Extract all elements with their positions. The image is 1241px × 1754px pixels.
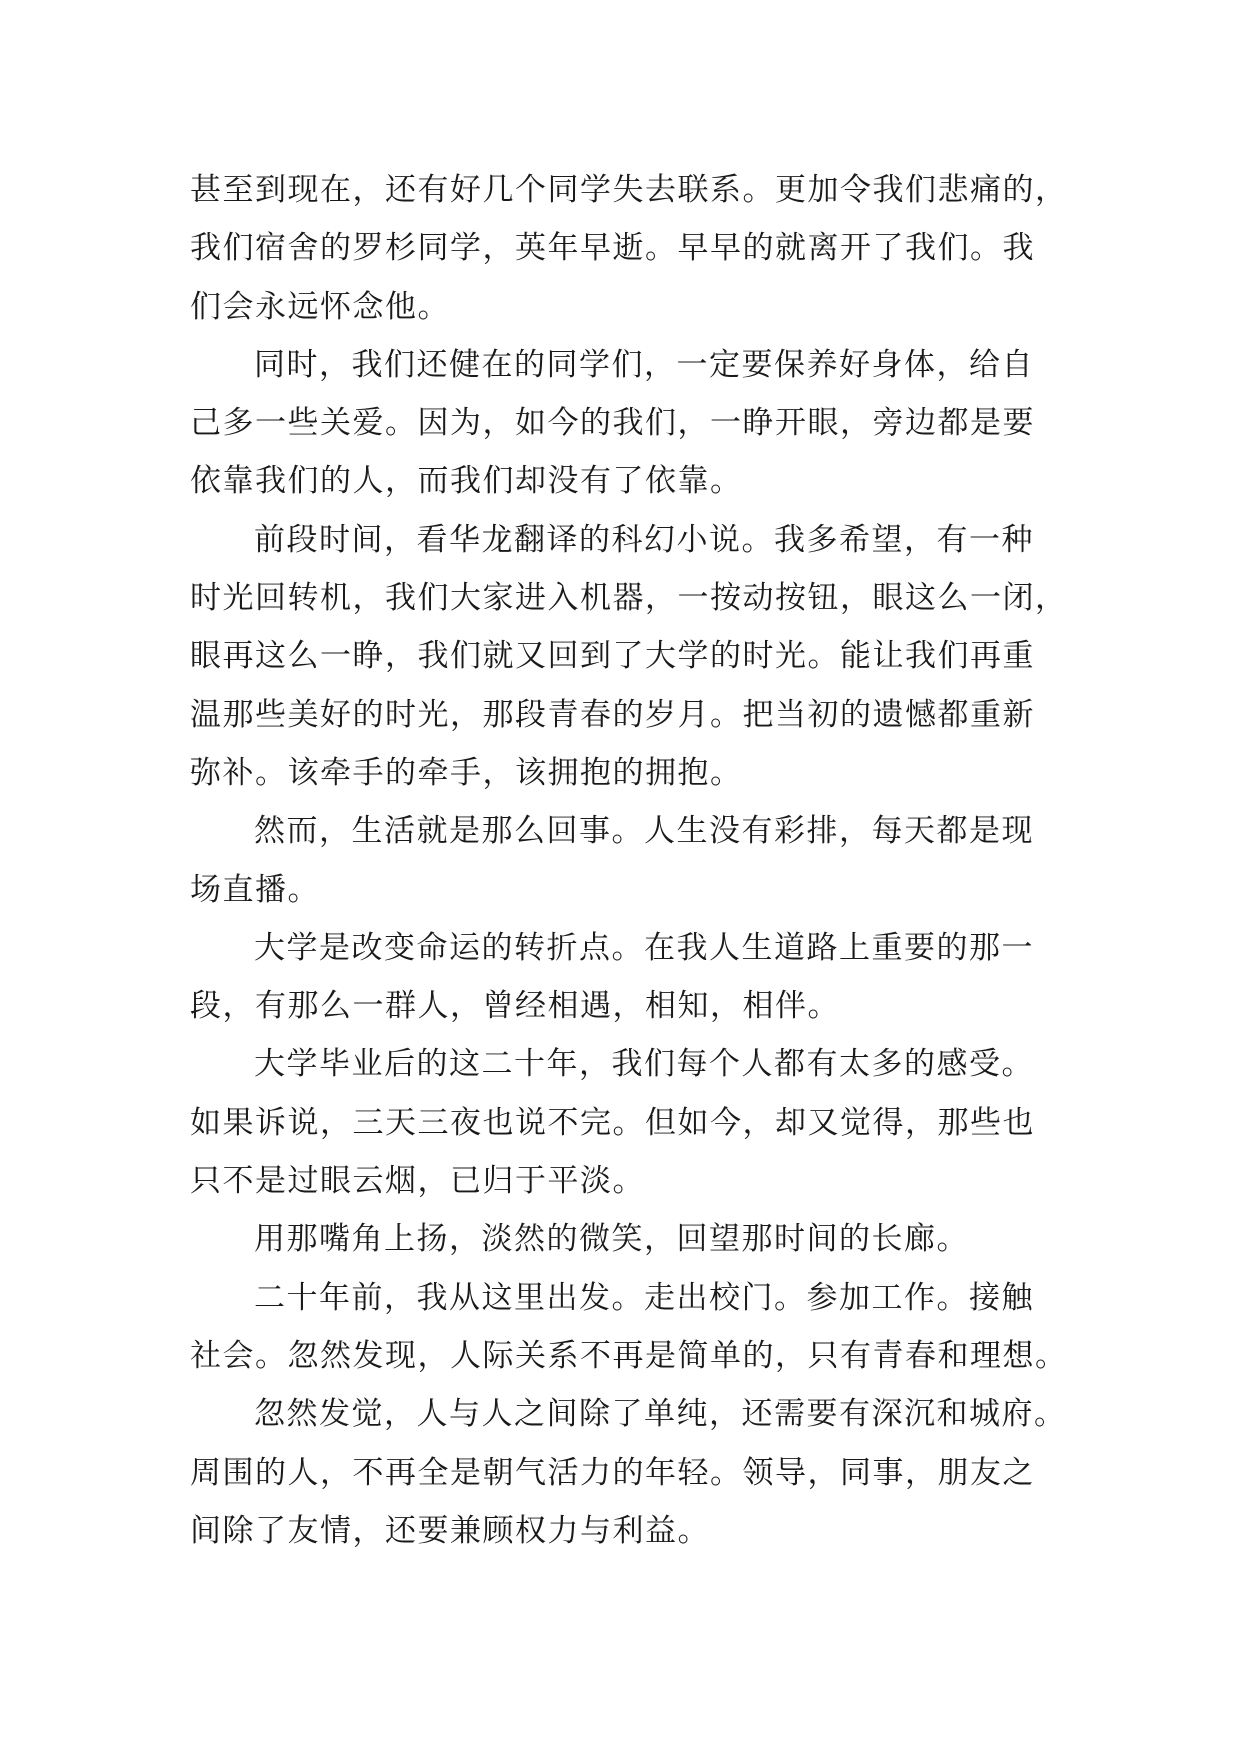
text-line: 前段时间，看华龙翻译的科幻小说。我多希望，有一种: [254, 521, 1034, 558]
text-line: 周围的人，不再全是朝气活力的年轻。领导，同事，朋友之: [190, 1454, 1035, 1491]
text-line: 二十年前，我从这里出发。走出校门。参加工作。接触: [254, 1279, 1034, 1316]
text-line: 大学是改变命运的转折点。在我人生道路上重要的那一: [254, 929, 1034, 966]
text-line: 我们宿舍的罗杉同学，英年早逝。早早的就离开了我们。我: [190, 230, 1035, 267]
text-line: 时光回转机，我们大家进入机器，一按动按钮，眼这么一闭，: [190, 580, 1068, 617]
text-line: 间除了友情，还要兼顾权力与利益。: [190, 1512, 710, 1549]
text-line: 己多一些关爱。因为，如今的我们，一睁开眼，旁边都是要: [190, 405, 1035, 442]
text-line: 温那些美好的时光，那段青春的岁月。把当初的遗憾都重新: [190, 696, 1035, 733]
text-line: 甚至到现在，还有好几个同学失去联系。更加令我们悲痛的，: [190, 172, 1068, 208]
text-line: 社会。忽然发现，人际关系不再是简单的，只有青春和理想。: [190, 1337, 1068, 1374]
text-line: 然而，生活就是那么回事。人生没有彩排，每天都是现: [254, 813, 1034, 850]
text-line: 们会永远怀念他。: [190, 288, 450, 325]
text-line: 同时，我们还健在的同学们，一定要保养好身体，给自: [254, 346, 1034, 383]
text-line: 用那嘴角上扬，淡然的微笑，回望那时间的长廊。: [254, 1221, 969, 1258]
text-line: 只不是过眼云烟，已归于平淡。: [190, 1163, 645, 1200]
text-line: 弥补。该牵手的牵手，该拥抱的拥抱。: [190, 754, 743, 791]
text-line: 忽然发觉，人与人之间除了单纯，还需要有深沉和城府。: [254, 1396, 1067, 1433]
text-line: 大学毕业后的这二十年，我们每个人都有太多的感受。: [254, 1046, 1034, 1083]
body-text: [190, 161, 1070, 1560]
text-line: 段，有那么一群人，曾经相遇，相知，相伴。: [190, 988, 840, 1025]
text-line: 如果诉说，三天三夜也说不完。但如今，却又觉得，那些也: [190, 1104, 1035, 1141]
text-line: 眼再这么一睁，我们就又回到了大学的时光。能让我们再重: [190, 638, 1035, 675]
text-line: 依靠我们的人，而我们却没有了依靠。: [190, 463, 743, 500]
text-line: 场直播。: [190, 871, 320, 908]
